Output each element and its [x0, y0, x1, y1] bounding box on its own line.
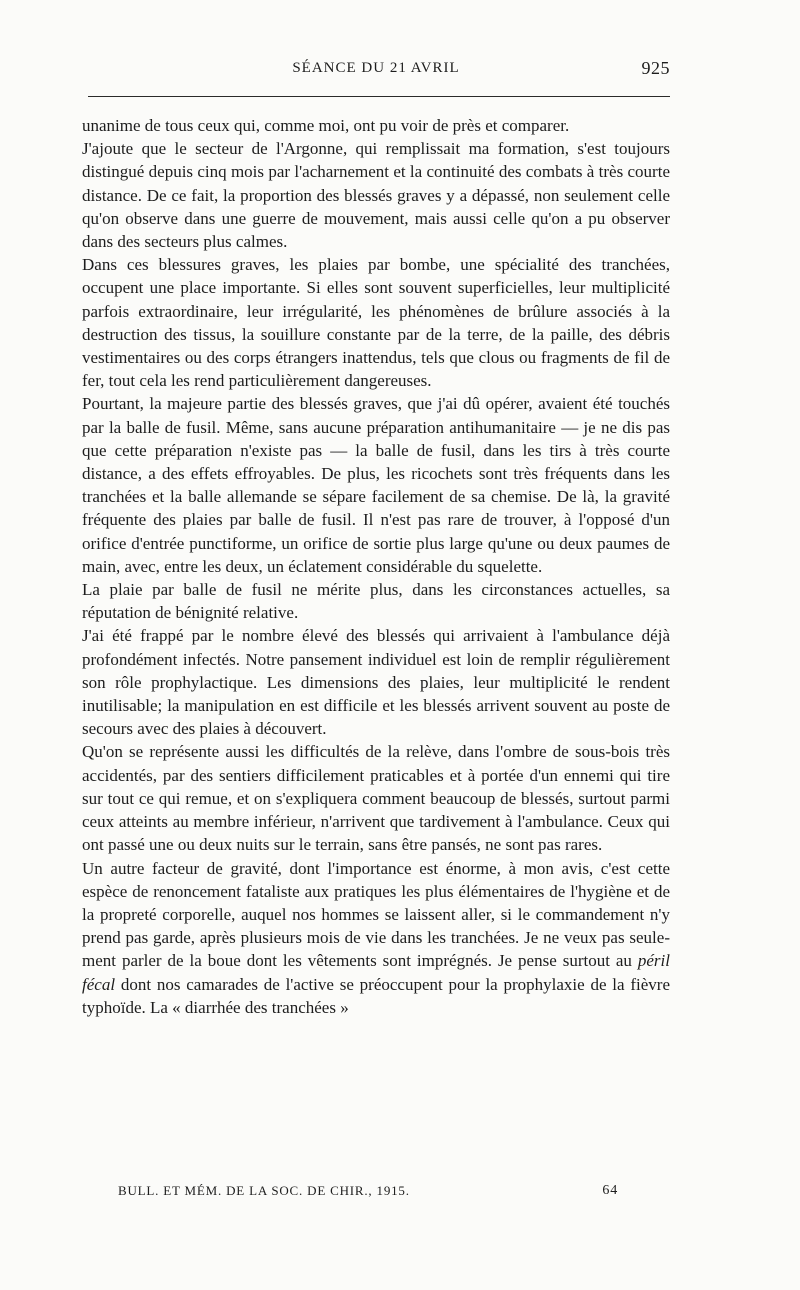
paragraph: unanime de tous ceux qui, comme moi, ont pu voir de près et comparer. — [82, 116, 570, 135]
italic-term: péril fécal — [82, 951, 670, 994]
page-footer — [118, 1183, 618, 1205]
paragraph — [82, 857, 670, 1019]
running-header — [82, 60, 670, 84]
paragraph: J'ajoute que le secteur de l'Argonne, qui remplissait ma formation, s'est toujours distingué depuis cinq mois par l'acharnement et la continuité des combats à très courte distance. De ce fait, la proportion des blessés graves y a dépassé, non seulement celle qu'on observe dans une guerre de mouvement, mais aussi celle qu'on a pu observer dans des secteurs plus calmes. — [82, 139, 670, 252]
paragraph: La plaie par balle de fusil ne mérite plus, dans les circonstances actuelles, sa réputation de bénignité relative. — [82, 580, 670, 623]
page-number: 925 — [641, 58, 670, 78]
footer-signature: 64 — [602, 1183, 618, 1198]
paragraph: Pourtant, la majeure partie des blessés graves, que j'ai dû opérer, avaient été touchés par la balle de fusil. Même, sans aucune préparation antihumanitaire — je ne dis pas que cette préparation n'existe pas — la balle de fusil, dans les tirs à très courte distance, a des effets effroyables. De plus, les ricochets sont très fréquents dans les tranchées et la balle allemande se sépare facilement de sa chemise. De là, la gravité fréquente des plaies par balle de fusil. Il n'est pas rare de trouver, à l'opposé d'un orifice d'entrée punctiforme, un orifice de sortie plus large qu'une ou deux paumes de main, avec, entre les deux, un éclatement considérable du squelette. — [82, 394, 670, 576]
footer-reference: BULL. ET MÉM. DE LA SOC. DE CHIR., 1915. — [118, 1183, 410, 1198]
header-rule — [88, 96, 670, 97]
paragraph: Dans ces blessures graves, les plaies par bombe, une spécialité des tranchées, occupent une place importante. Si elles sont souvent superficielles, leur multiplicité parfois extraordinaire, leur irrégularité, les phénomènes de brûlure associés à la destruction des tissus, la souillure constante par de la terre, de la paille, des débris vestimentaires ou des corps étrangers inattendus, tels que clous ou fragments de fil de fer, tout cela les rend particulièrement dangereuses. — [82, 255, 670, 391]
paragraph-text: dont nos camarades de l'active se préoccupent pour la prophylaxie de la fièvre typhoïde. La « diarrhée des tranchées » — [82, 974, 670, 1017]
header-title: SÉANCE DU 21 AVRIL — [292, 60, 460, 76]
paragraph: J'ai été frappé par le nombre élevé des blessés qui arrivaient à l'ambulance déjà profondément infectés. Notre pansement individuel est loin de remplir régulièrement son rôle prophylactique. Les dimensions des plaies, leur multiplicité le rendent inutilisable; la manipulation en est difficile et les blessés arrivent souvent au poste de secours avec des plaies à découvert. — [82, 626, 670, 739]
paragraph: Qu'on se représente aussi les difficultés de la relève, dans l'ombre de sous-bois très accidentés, par des sentiers difficilement praticables et à portée d'un ennemi qui tire sur tout ce qui remue, et on s'expliquera comment beaucoup de blessés, surtout parmi ceux atteints au membre inférieur, n'arrivent que tardivement à l'ambulance. Ceux qui ont passé une ou deux nuits sur le terrain, sans être pansés, ne sont pas rares. — [82, 742, 670, 855]
body-text — [82, 114, 670, 1019]
paragraph-text: Un autre facteur de gravité, dont l'importance est énorme, à mon avis, c'est cette espèce de renoncement fataliste aux pratiques les plus élémentaires de l'hygiène et de la propreté corporelle, auquel nos hommes se laissent aller, si le commandement n'y prend pas garde, après plusieurs mois de vie dans les tranchées. Je ne veux pas seulement parler de la boue dont les vêtements sont imprégnés. Je pense surtout au — [82, 858, 670, 971]
